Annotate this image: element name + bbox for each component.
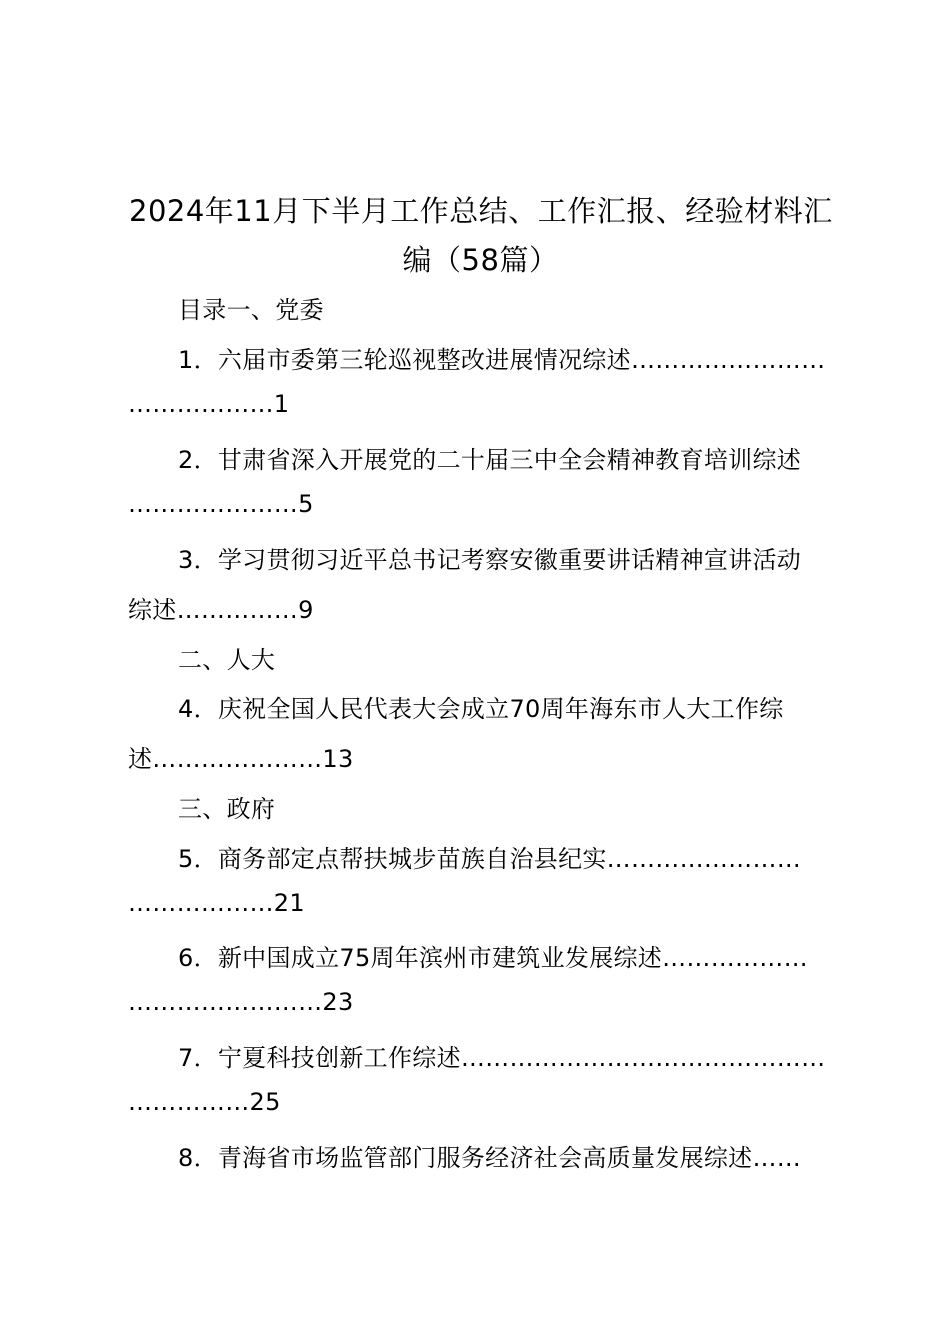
toc-entry-6: 6．新中国成立75周年滨州市建筑业发展综述……………… (178, 944, 808, 972)
toc-entry-6-page: ……………………23 (128, 988, 354, 1016)
toc-entry-2: 2．甘肃省深入开展党的二十届三中全会精神教育培训综述 (178, 446, 802, 474)
toc-section-heading-party: 目录一、党委 (178, 296, 324, 324)
toc-entry-7-page: ……………25 (128, 1088, 281, 1116)
toc-entry-3: 3．学习贯彻习近平总书记考察安徽重要讲话精神宣讲活动 (178, 546, 802, 574)
toc-entry-1-page: ………………1 (128, 390, 290, 418)
toc-section-heading-government: 三、政府 (178, 795, 276, 823)
toc-section-heading-congress: 二、人大 (178, 646, 276, 674)
toc-entry-4: 4．庆祝全国人民代表大会成立70周年海东市人大工作综 (178, 695, 784, 723)
toc-entry-3-page: 综述……………9 (128, 596, 314, 624)
toc-entry-1: 1．六届市委第三轮巡视整改进展情况综述…………………… (178, 346, 826, 374)
toc-entry-4-page: 述…………………13 (128, 745, 354, 773)
toc-entry-7: 7．宁夏科技创新工作综述……………………………………… (178, 1044, 826, 1072)
toc-entry-2-page: …………………5 (128, 490, 314, 518)
toc-entry-5-page: ………………21 (128, 889, 305, 917)
toc-entry-5: 5．商务部定点帮扶城步苗族自治县纪实…………………… (178, 845, 802, 873)
toc-entry-8: 8．青海省市场监管部门服务经济社会高质量发展综述…… (178, 1144, 802, 1172)
document-title-line-1: 2024年11月下半月工作总结、工作汇报、经验材料汇 (129, 194, 833, 228)
document-title-line-2: 编（58篇） (402, 243, 559, 277)
